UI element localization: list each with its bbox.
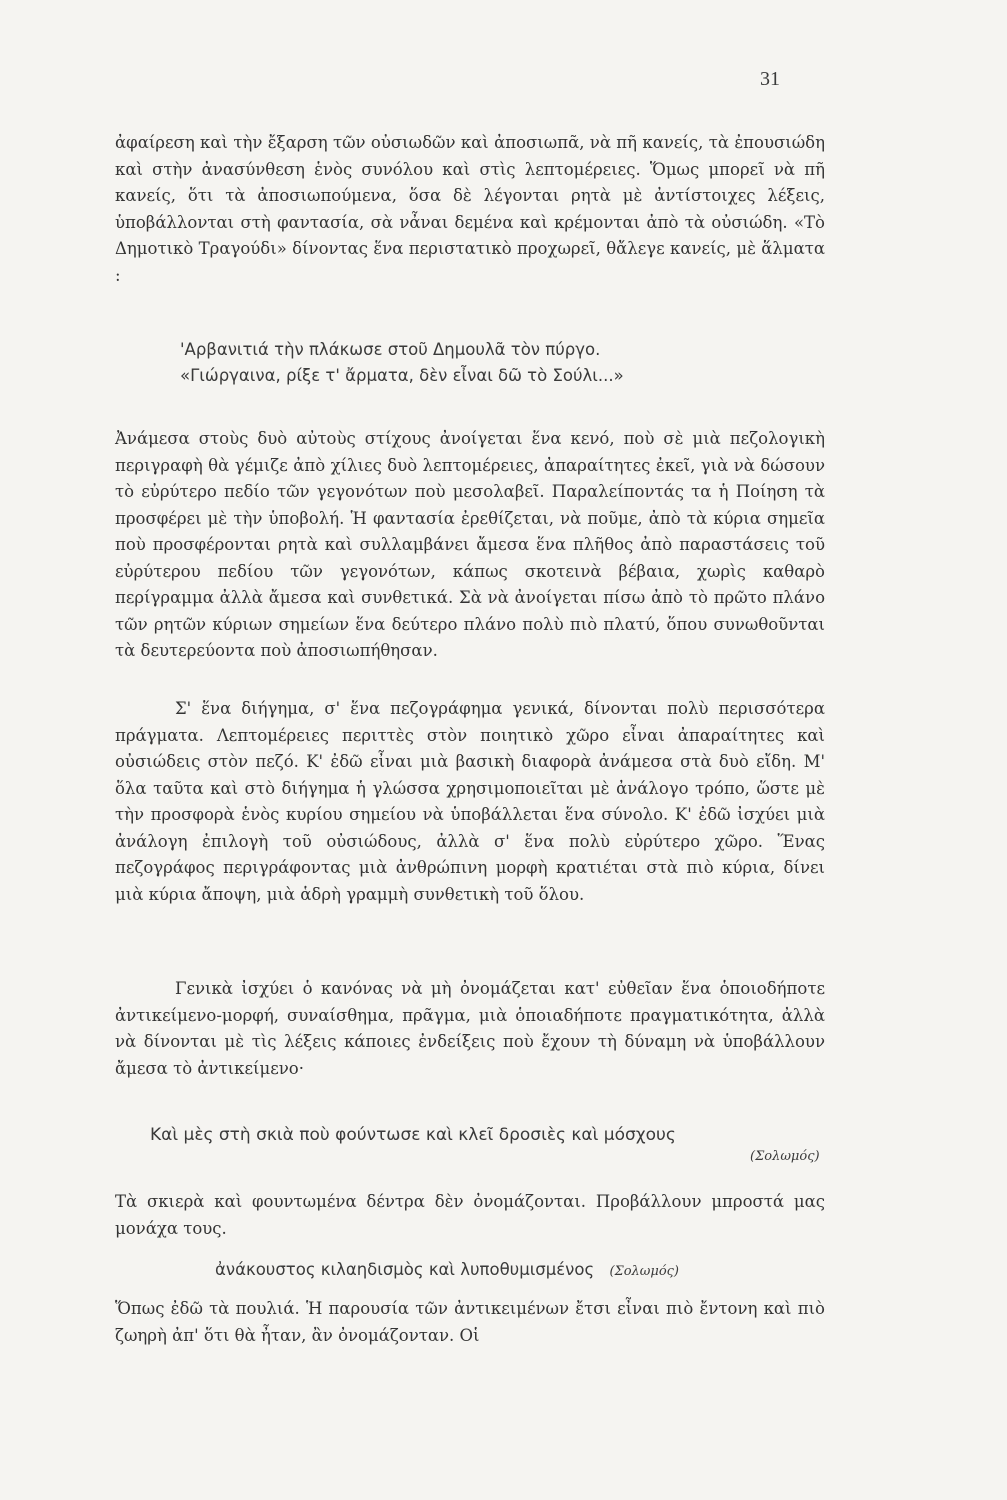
paragraph-3 [115,696,825,908]
paragraph-6 [115,1296,825,1349]
verse-2-line: Καὶ μὲς στὴ σκιὰ ποὺ φούντωσε καὶ κλεῖ δροσιὲς καὶ μόσχους [150,1125,676,1145]
paragraph-1-text: ἀφαίρεση καὶ τὴν ἔξαρση τῶν οὐσιωδῶν καὶ ἀποσιωπᾶ, νὰ πῆ κανείς, τὰ ἐπουσιώδη καὶ στὴν ἀνασύνθεση ἑνὸς συνόλου καὶ στὶς λεπτομέρειες. Ὅμως μπορεῖ νὰ πῆ κανείς, ὅτι τὰ ἀποσιωπούμενα, ὅσα δὲ λέγονται ρητὰ μὲ ἀντίστοιχες λέξεις, ὑποβάλλονται στὴ φαντασία, σὰ νἆναι δεμένα καὶ κρέμονται ἀπὸ τὰ οὐσιώδη. «Τὸ Δημοτικὸ Τραγούδι» δίνοντας ἕνα περιστατικὸ προχωρεῖ, θἄλεγε κανείς, μὲ ἅλματα : [115,133,825,285]
paragraph-5-text: Τὰ σκιερὰ καὶ φουντωμένα δέντρα δὲν ὀνομάζονται. Προβάλλουν μπροστά μας μονάχα τους. [115,1192,825,1238]
page-number: 31 [760,68,780,90]
verse-1-line-1: 'Αρβανιτιά τὴν πλάκωσε στοῦ Δημουλᾶ τὸν πύργο. [180,340,601,359]
verse-3-attribution: (Σολωμός) [609,1264,679,1279]
verse-3-line: ἀνάκουστος κιλαηδισμὸς καὶ λυποθυμισμένος [215,1260,595,1279]
paragraph-2 [115,426,825,665]
paragraph-1 [115,130,825,289]
paragraph-3-text: Σ' ἕνα διήγημα, σ' ἕνα πεζογράφημα γενικά, δίνονται πολὺ περισσότερα πράγματα. Λεπτομέρειες περιττὲς στὸν ποιητικὸ χῶρο εἶναι ἀπαραίτητες καὶ οὐσιώδεις στὸν πεζό. Κ' ἐδῶ εἶναι μιὰ βασικὴ διαφορὰ ἀνάμεσα στὰ δυὸ εἴδη. Μ' ὅλα ταῦτα καὶ στὸ διήγημα ἡ γλώσσα χρησιμοποιεῖται μὲ ἀνάλογο τρόπο, ὥστε μὲ τὴν προσφορὰ ἑνὸς κυρίου σημείου νὰ ὑποβάλλεται ἕνα σύνολο. Κ' ἐδῶ ἰσχύει μιὰ ἀνάλογη ἐπιλογὴ τοῦ οὐσιώδους, ἀλλὰ σ' ἕνα πολὺ εὐρύτερο χῶρο. Ἕνας πεζογράφος περιγράφοντας μιὰ ἀνθρώπινη μορφὴ κρατιέται στὰ πιὸ κύρια, δίνει μιὰ κύρια ἄποψη, μιὰ ἁδρὴ γραμμὴ συνθετικὴ τοῦ ὅλου. [115,699,825,904]
verse-quote-2 [150,1125,830,1164]
paragraph-2-text: Ἀνάμεσα στοὺς δυὸ αὐτοὺς στίχους ἀνοίγεται ἕνα κενό, ποὺ σὲ μιὰ πεζολογικὴ περιγραφὴ θὰ γέμιζε ἀπὸ χίλιες δυὸ λεπτομέρειες, ἀπαραίτητες ἐκεῖ, γιὰ νὰ δώσουν τὸ εὐρύτερο πεδίο τῶν γεγονότων ποὺ μεσολαβεῖ. Παραλείποντάς τα ἡ Ποίηση τὰ προσφέρει μὲ τὴν ὑποβολή. Ἡ φαντασία ἐρεθίζεται, νὰ ποῦμε, ἀπὸ τὰ κύρια σημεῖα ποὺ προσφέρονται ρητὰ καὶ συλλαμβάνει ἄμεσα ἕνα πλῆθος ἀπὸ παραστάσεις τοῦ εὐρύτερου πεδίου τῶν γεγονότων, κάπως σκοτεινὰ βέβαια, χωρὶς καθαρὸ περίγραμμα ἀλλὰ ἄμεσα καὶ συνθετικά. Σὰ νὰ ἀνοίγεται πίσω ἀπὸ τὸ πρῶτο πλάνο τῶν ρητῶν κύριων σημείων ἕνα δεύτερο πλάνο πολὺ πιὸ πλατύ, ὅπου συνωθοῦνται τὰ δευτερεύοντα ποὺ ἀποσιωπήθησαν. [115,429,825,660]
paragraph-4 [115,976,825,1082]
verse-2-attribution: (Σολωμός) [750,1149,820,1164]
verse-1-line-2: «Γιώργαινα, ρίξε τ' ἄρματα, δὲν εἶναι δῶ τὸ Σούλι...» [180,366,624,385]
verse-quote-1 [180,337,820,389]
verse-quote-3 [215,1260,825,1279]
paragraph-4-text: Γενικὰ ἰσχύει ὁ κανόνας νὰ μὴ ὀνομάζεται κατ' εὐθεῖαν ἕνα ὁποιοδήποτε ἀντικείμενο-μορφή, συναίσθημα, πρᾶγμα, μιὰ ὁποιαδήποτε πραγματικότητα, ἀλλὰ νὰ δίνονται μὲ τὶς λέξεις κάποιες ἐνδείξεις ποὺ ἔχουν τὴ δύναμη νὰ ὑποβάλλουν ἄμεσα τὸ ἀντικείμενο· [115,979,825,1078]
paragraph-6-text: Ὅπως ἐδῶ τὰ πουλιά. Ἡ παρουσία τῶν ἀντικειμένων ἔτσι εἶναι πιὸ ἔντονη καὶ πιὸ ζωηρὴ ἀπ' ὅτι θὰ ἦταν, ἂν ὀνομάζονταν. Οἱ [115,1299,825,1345]
paragraph-5 [115,1189,825,1242]
